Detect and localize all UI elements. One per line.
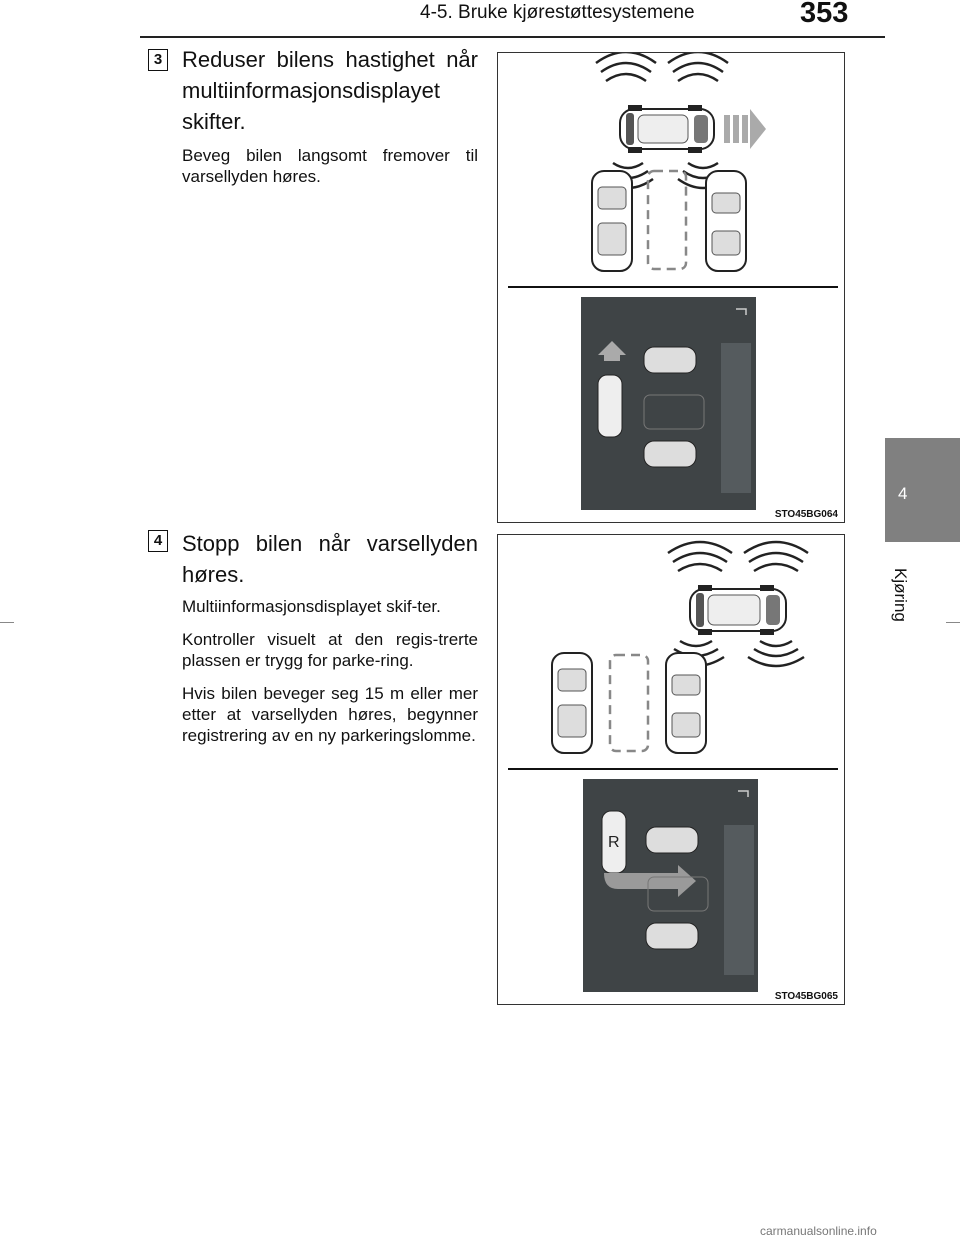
figure-code: STO45BG064	[774, 509, 838, 520]
header-title: 4-5. Bruke kjørestøttesystemene	[420, 2, 695, 23]
step-3-badge: 3	[148, 49, 168, 71]
parked-car-right-icon	[706, 171, 746, 271]
display-parked-car	[644, 347, 696, 373]
forward-arrow-icon	[724, 109, 766, 149]
multi-info-display	[581, 297, 756, 510]
crop-mark-right	[946, 622, 960, 623]
figure-step-4	[497, 534, 845, 1005]
display-parked-car	[646, 827, 698, 853]
empty-parking-space	[648, 171, 686, 269]
footer-watermark[interactable]: carmanualsonline.info	[760, 1224, 877, 1238]
step-3-heading: Reduser bilens hastighet når multiinformasjonsdisplayet skifter.	[182, 47, 478, 134]
step-4-body	[182, 596, 478, 758]
chapter-label: Kjøring	[891, 568, 910, 622]
stopped-car-icon	[690, 585, 786, 635]
figure-code: STO45BG065	[774, 991, 838, 1002]
step-4-paragraph: Hvis bilen beveger seg 15 m eller mer etter at varsellyden høres, begynner registrering av en ny parkeringslomme.	[182, 684, 478, 745]
page-number: 353	[800, 0, 849, 29]
step-4-badge: 4	[148, 530, 168, 552]
parking-illustration-stop	[498, 535, 844, 1004]
empty-parking-space	[610, 655, 648, 751]
parking-illustration-approach	[498, 53, 844, 522]
display-gear-indicator: R	[608, 834, 620, 851]
step-4-paragraph: Kontroller visuelt at den regis-trerte plassen er trygg for parke-ring.	[182, 630, 478, 670]
step-3-paragraph: Beveg bilen langsomt fremover til varsellyden høres.	[182, 146, 478, 186]
parked-car-left-icon	[552, 653, 592, 753]
step-4-paragraph: Multiinformasjonsdisplayet skif-ter.	[182, 597, 441, 616]
header-rule	[140, 36, 885, 38]
figure-step-3	[497, 52, 845, 523]
display-parked-car	[644, 441, 696, 467]
chapter-number: 4	[898, 484, 908, 503]
chapter-side-tab	[885, 438, 960, 542]
parked-car-right-icon	[666, 653, 706, 753]
moving-car-icon	[620, 105, 714, 153]
step-3-body	[182, 145, 478, 199]
crop-mark-left	[0, 622, 14, 623]
step-4-heading: Stopp bilen når varsellyden høres.	[182, 531, 478, 587]
multi-info-display	[583, 779, 758, 992]
display-parked-car	[646, 923, 698, 949]
parked-car-left-icon	[592, 171, 632, 271]
display-own-car	[598, 375, 622, 437]
